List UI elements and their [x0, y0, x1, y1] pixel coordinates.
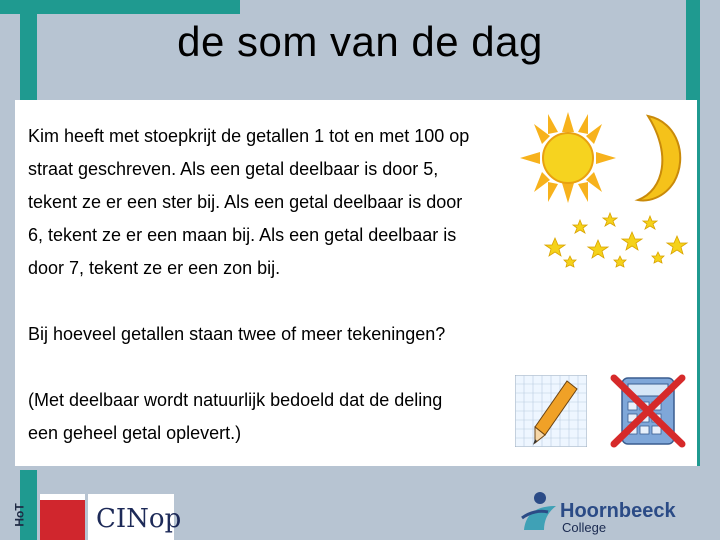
- question-line: Bij hoeveel getallen staan twee of meer tekeningen?: [28, 324, 446, 344]
- text-line: tekent ze er een ster bij. Als een getal deelbaar is door: [28, 192, 463, 212]
- red-logo: [40, 494, 85, 540]
- text-line: Kim heeft met stoepkrijt de getallen 1 tot en met 100 op: [28, 126, 470, 146]
- stars-icon: [540, 208, 695, 273]
- text-line: straat geschreven. Als een getal deelbaar is door 5,: [28, 159, 439, 179]
- hoornbeeck-logo-text: Hoornbeeck: [560, 500, 676, 522]
- note-line: een geheel getal oplevert.): [28, 423, 242, 443]
- pencil-grid-icon: [515, 375, 587, 447]
- text-line: door 7, tekent ze er een zon bij.: [28, 258, 281, 278]
- page-title: de som van de dag: [177, 18, 543, 65]
- hot-label: HoT: [12, 503, 27, 527]
- moon-icon: [630, 112, 690, 204]
- text-line: 6, tekent ze er een maan bij. Als een getal deelbaar is: [28, 225, 457, 245]
- cinop-logo: CINop: [88, 494, 174, 540]
- top-accent-bar: [0, 0, 240, 14]
- college-logo-text: College: [562, 520, 607, 535]
- problem-text: [28, 120, 508, 450]
- sun-icon: [518, 110, 618, 205]
- crossed-calculator-icon: [608, 372, 688, 450]
- note-line: (Met deelbaar wordt natuurlijk bedoeld dat de deling: [28, 390, 443, 410]
- hoornbeeck-logo-icon: [520, 490, 560, 534]
